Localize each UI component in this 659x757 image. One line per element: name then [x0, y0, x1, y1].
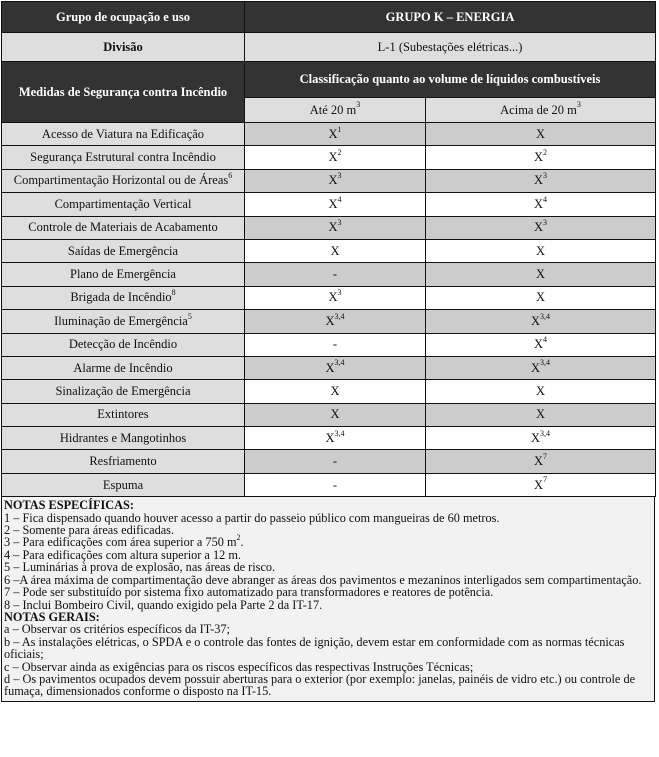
- column-header-ate-20: Até 20 $m^3$: [245, 98, 426, 123]
- table-row: [2, 123, 656, 146]
- value-acima-20: $X^7$: [426, 473, 656, 496]
- measure-name: Espuma: [2, 473, 245, 496]
- value-acima-20: $X^4$: [426, 193, 656, 216]
- value-ate-20: $X^3$: [245, 169, 426, 192]
- value-ate-20: $X^3$: [245, 286, 426, 309]
- value-acima-20: X: [426, 239, 656, 262]
- measure-name: Controle de Materiais de Acabamento: [2, 216, 245, 239]
- table-row: [2, 286, 656, 309]
- specific-note-6: 6 –A área máxima de compartimentação deve abranger as áreas dos pavimentos e mezaninos interligados sem compartimentação.: [4, 572, 642, 587]
- specific-notes-title: NOTAS ESPECÍFICAS:: [4, 498, 134, 513]
- group-row: [2, 2, 656, 33]
- measure-name: Plano de Emergência: [2, 263, 245, 286]
- value-acima-20: X: [426, 123, 656, 146]
- value-ate-20: $X^3$: [245, 216, 426, 239]
- value-acima-20: X: [426, 286, 656, 309]
- value-acima-20: X: [426, 380, 656, 403]
- measure-name: Brigada de Incêndio$^8$: [2, 286, 245, 309]
- measure-name: Saídas de Emergência: [2, 239, 245, 262]
- specific-note-8: 8 – Inclui Bombeiro Civil, quando exigido pela Parte 2 da IT-17.: [4, 597, 323, 612]
- general-note-d: d – Os pavimentos ocupados devem possuir aberturas para o exterior (por exemplo: janelas, painéis de vidro etc.) ou controle de fumaça, dimensionados conforme o disposto na IT-15.: [4, 671, 636, 699]
- measure-name: Compartimentação Horizontal ou de Áreas$^6$: [2, 169, 245, 192]
- value-ate-20: X$^{3,4}$: [245, 356, 426, 379]
- table-row: [2, 427, 656, 450]
- value-ate-20: $X^2$: [245, 146, 426, 169]
- measure-name: Sinalização de Emergência: [2, 380, 245, 403]
- division-label: Divisão: [2, 33, 245, 62]
- value-ate-20: X: [245, 239, 426, 262]
- division-row: [2, 33, 656, 62]
- value-acima-20: $X^7$: [426, 450, 656, 473]
- measure-name: Compartimentação Vertical: [2, 193, 245, 216]
- value-ate-20: -: [245, 473, 426, 496]
- table-row: [2, 450, 656, 473]
- measures-label: Medidas de Segurança contra Incêndio: [2, 62, 245, 123]
- fire-safety-requirements-document: [1, 1, 655, 702]
- table-row: [2, 356, 656, 379]
- specific-note-4: 4 – Para edificações com altura superior a 12 m.: [4, 547, 241, 562]
- value-ate-20: -: [245, 450, 426, 473]
- measure-name: Hidrantes e Mangotinhos: [2, 427, 245, 450]
- measure-name: Detecção de Incêndio: [2, 333, 245, 356]
- requirements-table: [1, 1, 656, 497]
- value-ate-20: -: [245, 333, 426, 356]
- value-ate-20: X: [245, 403, 426, 426]
- specific-note-3: 3 – Para edificações com área superior a 750 $m^2$.: [4, 533, 244, 550]
- value-ate-20: X: [245, 380, 426, 403]
- general-note-c: c – Observar ainda as exigências para os riscos específicos das respectivas Instruções Técnicas;: [4, 659, 474, 674]
- table-row: [2, 146, 656, 169]
- value-acima-20: $X^3$: [426, 169, 656, 192]
- value-acima-20: X: [426, 263, 656, 286]
- division-value: L-1 (Subestações elétricas...): [245, 33, 656, 62]
- value-acima-20: $X^4$: [426, 333, 656, 356]
- table-row: [2, 380, 656, 403]
- table-row: [2, 310, 656, 333]
- classification-label: Classificação quanto ao volume de líquidos combustíveis: [245, 62, 656, 98]
- table-row: [2, 473, 656, 496]
- table-row: [2, 263, 656, 286]
- specific-note-7: 7 – Pode ser substituído por sistema fixo automatizado para transformadores e reatores de potência.: [4, 585, 494, 600]
- table-row: [2, 403, 656, 426]
- general-note-a: a – Observar os critérios específicos da IT-37;: [4, 622, 230, 637]
- measure-name: Segurança Estrutural contra Incêndio: [2, 146, 245, 169]
- specific-note-2: 2 – Somente para áreas edificadas.: [4, 523, 175, 538]
- specific-note-5: 5 – Luminárias à prova de explosão, nas áreas de risco.: [4, 560, 276, 575]
- value-acima-20: X$^{3,4}$: [426, 356, 656, 379]
- table-row: [2, 333, 656, 356]
- specific-note-1: 1 – Fica dispensado quando houver acesso a partir do passeio público com mangueiras de 60 metros.: [4, 510, 500, 525]
- measure-name: Alarme de Incêndio: [2, 356, 245, 379]
- measure-name: Extintores: [2, 403, 245, 426]
- value-ate-20: -: [245, 263, 426, 286]
- value-acima-20: X$^{3,4}$: [426, 427, 656, 450]
- measure-name: Iluminação de Emergência$^5$: [2, 310, 245, 333]
- group-value: GRUPO K – ENERGIA: [245, 2, 656, 33]
- table-row: [2, 169, 656, 192]
- table-row: [2, 193, 656, 216]
- measure-name: Acesso de Viatura na Edificação: [2, 123, 245, 146]
- notes-section: [1, 497, 655, 702]
- value-acima-20: X: [426, 403, 656, 426]
- value-acima-20: X$^{3,4}$: [426, 310, 656, 333]
- classification-header-row: [2, 62, 656, 98]
- table-row: [2, 216, 656, 239]
- group-label: Grupo de ocupação e uso: [2, 2, 245, 33]
- table-row: [2, 239, 656, 262]
- general-notes-title: NOTAS GERAIS:: [4, 609, 100, 624]
- measure-name: Resfriamento: [2, 450, 245, 473]
- value-acima-20: $X^2$: [426, 146, 656, 169]
- value-ate-20: $X^1$: [245, 123, 426, 146]
- column-header-acima-20: Acima de 20 $m^3$: [426, 98, 656, 123]
- value-ate-20: $X^4$: [245, 193, 426, 216]
- value-acima-20: $X^3$: [426, 216, 656, 239]
- general-note-b: b – As instalações elétricas, o SPDA e o controle das fontes de ignição, devem estar em conformidade com as normas técnicas oficiais;: [4, 634, 625, 662]
- value-ate-20: X$^{3,4}$: [245, 427, 426, 450]
- value-ate-20: X$^{3,4}$: [245, 310, 426, 333]
